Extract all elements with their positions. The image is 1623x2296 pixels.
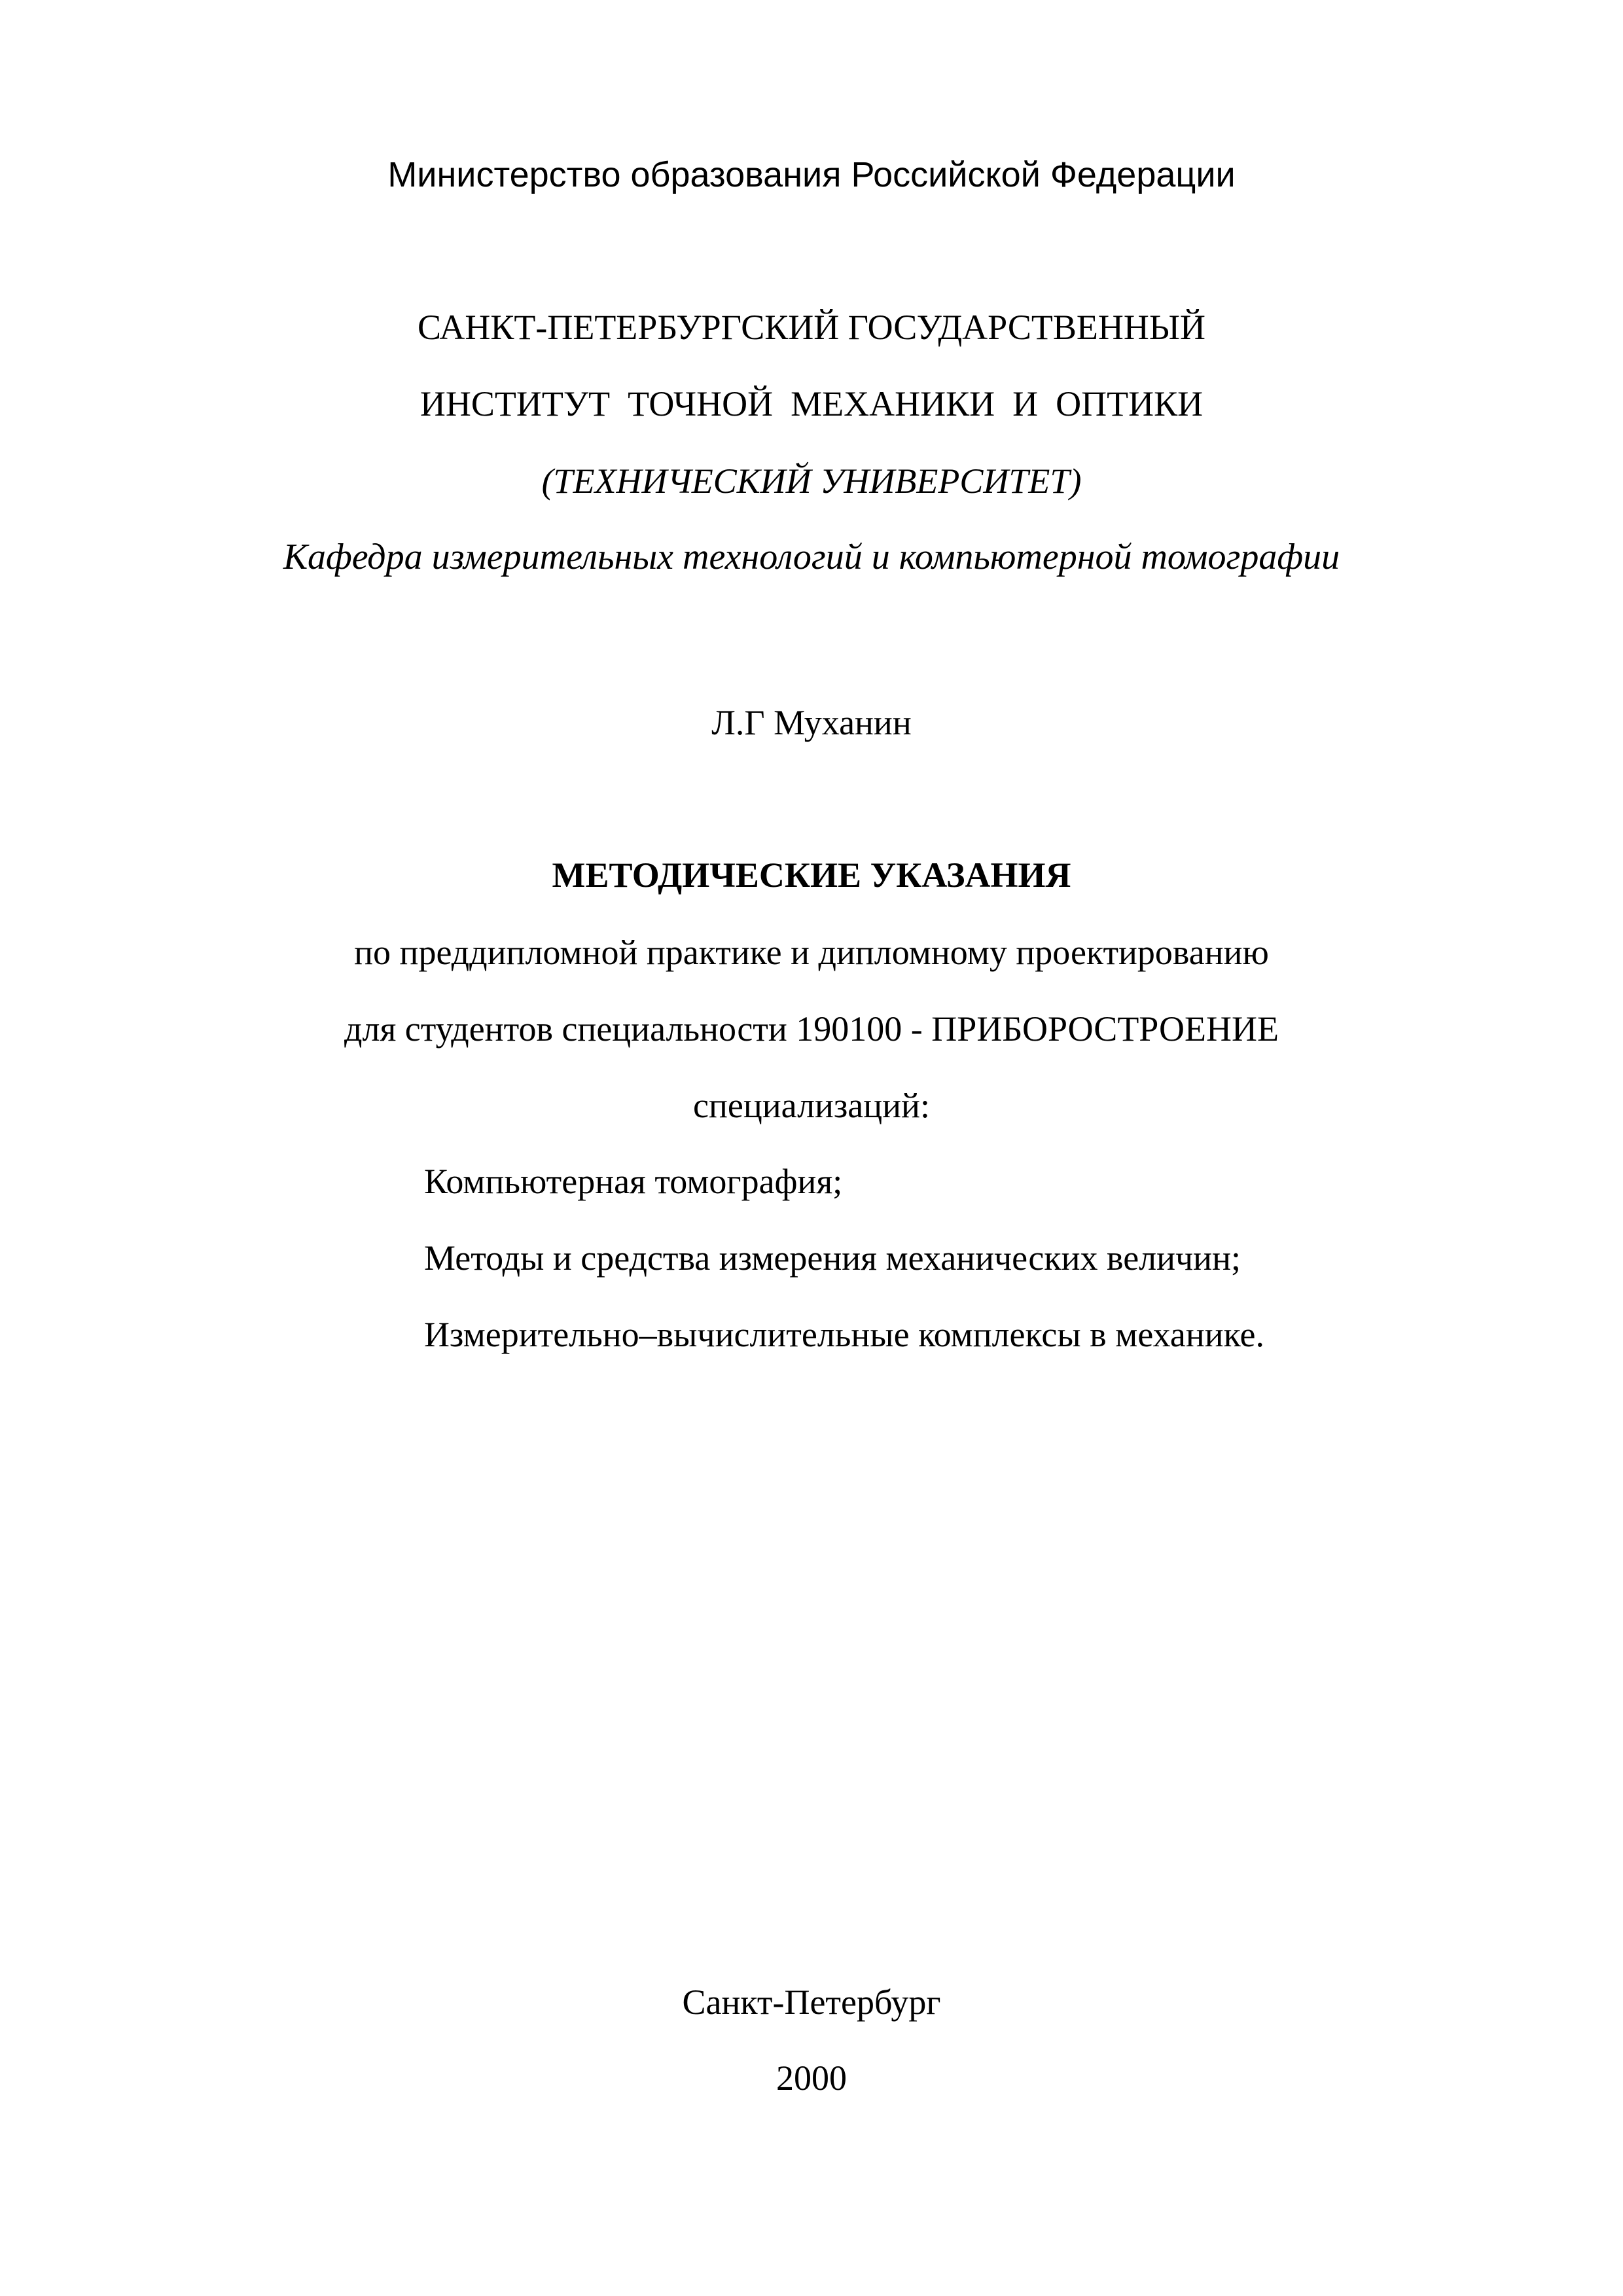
list-item: Компьютерная томография; — [424, 1162, 843, 1201]
university-name-line-1: САНКТ-ПЕТЕРБУРГСКИЙ ГОСУДАРСТВЕННЫЙ — [418, 308, 1205, 347]
document-subtitle-line-3: специализаций: — [693, 1086, 930, 1125]
author-name: Л.Г Муханин — [711, 703, 912, 742]
university-name-line-3: (ТЕХНИЧЕСКИЙ УНИВЕРСИТЕТ) — [541, 461, 1082, 501]
department-name: Кафедра измерительных технологий и компьютерной томографии — [283, 537, 1340, 577]
ministry-heading: Министерство образования Российской Федерации — [387, 155, 1236, 194]
publication-city: Санкт-Петербург — [682, 1982, 941, 2022]
publication-year: 2000 — [776, 2058, 847, 2098]
list-item: Измерительно–вычислительные комплексы в механике. — [424, 1315, 1265, 1354]
document-subtitle-line-1: по преддипломной практике и дипломному проектированию — [354, 933, 1269, 972]
document-title: МЕТОДИЧЕСКИЕ УКАЗАНИЯ — [552, 855, 1071, 895]
university-name-line-2: ИНСТИТУТ ТОЧНОЙ МЕХАНИКИ И ОПТИКИ — [419, 384, 1204, 423]
document-subtitle-line-2: для студентов специальности 190100 - ПРИБОРОСТРОЕНИЕ — [344, 1009, 1279, 1049]
list-item: Методы и средства измерения механических величин; — [424, 1238, 1241, 1278]
